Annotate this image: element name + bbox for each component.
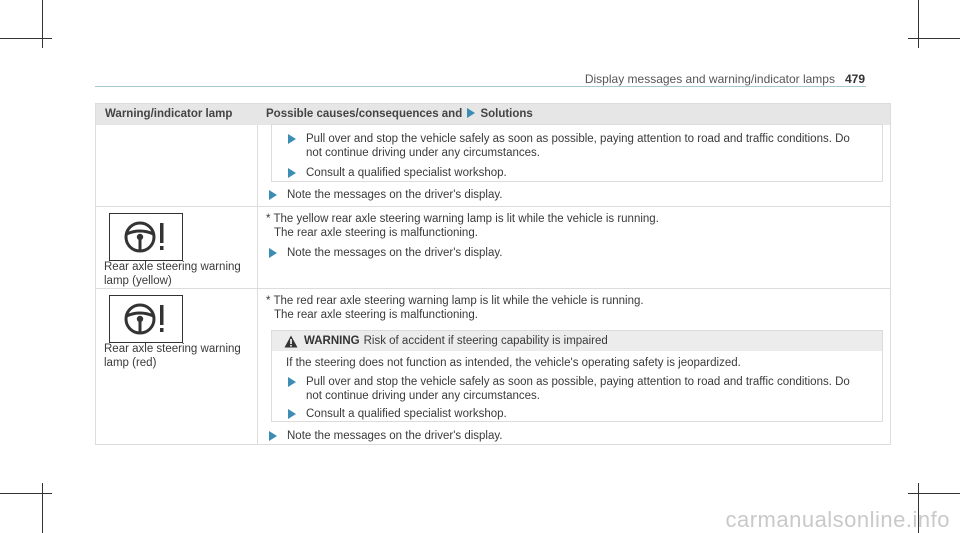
page-number: 479 — [844, 72, 865, 86]
solution-step — [306, 166, 866, 180]
warning-header-bar — [272, 331, 882, 351]
warning-label: WARNING — [304, 335, 360, 347]
crop-mark-top-left-h — [0, 38, 52, 39]
step-text: Consult a qualified specialist workshop. — [306, 167, 507, 179]
crop-mark-bottom-right-h — [908, 493, 960, 494]
cause-text: The rear axle steering is malfunctioning. — [274, 309, 478, 321]
lamp-label: Rear axle steering warning lamp (red) — [104, 343, 241, 369]
step-arrow-icon — [288, 377, 296, 387]
column-header-causes — [266, 108, 533, 120]
cause-text: * The yellow rear axle steering warning lamp is lit while the vehicle is running. — [266, 213, 659, 225]
column-divider — [257, 125, 258, 445]
final-step-row1 — [287, 188, 867, 202]
cause-text: The rear axle steering is malfunctioning. — [274, 227, 478, 239]
steering-wheel-exclamation-icon — [109, 295, 183, 343]
warning-body: If the steering does not function as intended, the vehicle's operating safety is jeopardized. — [286, 357, 741, 369]
step-arrow-icon — [467, 108, 475, 118]
header-rule — [95, 86, 866, 87]
steering-wheel-exclamation-icon — [109, 213, 183, 261]
step-text: Note the messages on the driver's display. — [287, 430, 503, 442]
step-arrow-icon — [269, 431, 277, 441]
warning-triangle-icon — [284, 335, 298, 348]
section-title: Display messages and warning/indicator lamps — [584, 72, 835, 86]
step-text: Note the messages on the driver's display. — [287, 189, 503, 201]
row-divider — [96, 206, 890, 207]
step-text: Consult a qualified specialist workshop. — [306, 408, 507, 420]
solution-box-1 — [271, 124, 883, 182]
step-arrow-icon — [288, 409, 296, 419]
step-text: Pull over and stop the vehicle safely as soon as possible, paying attention to road and traffic conditions. Do not continue driving under any circumstances. — [306, 133, 850, 159]
solution-step — [306, 132, 866, 160]
warning-lamp-table — [95, 103, 891, 445]
step-text: Note the messages on the driver's display. — [287, 247, 503, 259]
step-arrow-icon — [288, 134, 296, 144]
table-header — [96, 104, 890, 125]
warning-heading — [304, 335, 608, 347]
row-divider — [96, 288, 890, 289]
step-text: Pull over and stop the vehicle safely as soon as possible, paying attention to road and traffic conditions. Do not continue driving under any circumstances. — [306, 376, 850, 402]
crop-mark-top-right-h — [908, 38, 960, 39]
warning-step — [306, 407, 866, 421]
column-header-lamp: Warning/indicator lamp — [105, 108, 233, 120]
warning-step — [306, 375, 866, 403]
final-step-row3 — [287, 429, 867, 443]
step-arrow-icon — [269, 190, 277, 200]
crop-mark-bottom-left-v — [42, 483, 43, 533]
warning-box — [271, 330, 883, 422]
step-arrow-icon — [269, 248, 277, 258]
cause-text: * The red rear axle steering warning lamp is lit while the vehicle is running. — [266, 295, 644, 307]
crop-mark-bottom-left-h — [0, 493, 52, 494]
warning-title: Risk of accident if steering capability is impaired — [363, 335, 608, 347]
watermark: carmanualsonline.info — [725, 507, 950, 532]
running-header — [585, 72, 865, 86]
final-step-row2 — [287, 246, 867, 260]
crop-mark-top-left-v — [42, 0, 43, 48]
column-header-solutions-label: Solutions — [480, 108, 533, 120]
column-header-causes-label: Possible causes/consequences and — [266, 108, 463, 120]
crop-mark-top-right-v — [918, 0, 919, 48]
step-arrow-icon — [288, 168, 296, 178]
lamp-label: Rear axle steering warning lamp (yellow) — [104, 261, 241, 287]
